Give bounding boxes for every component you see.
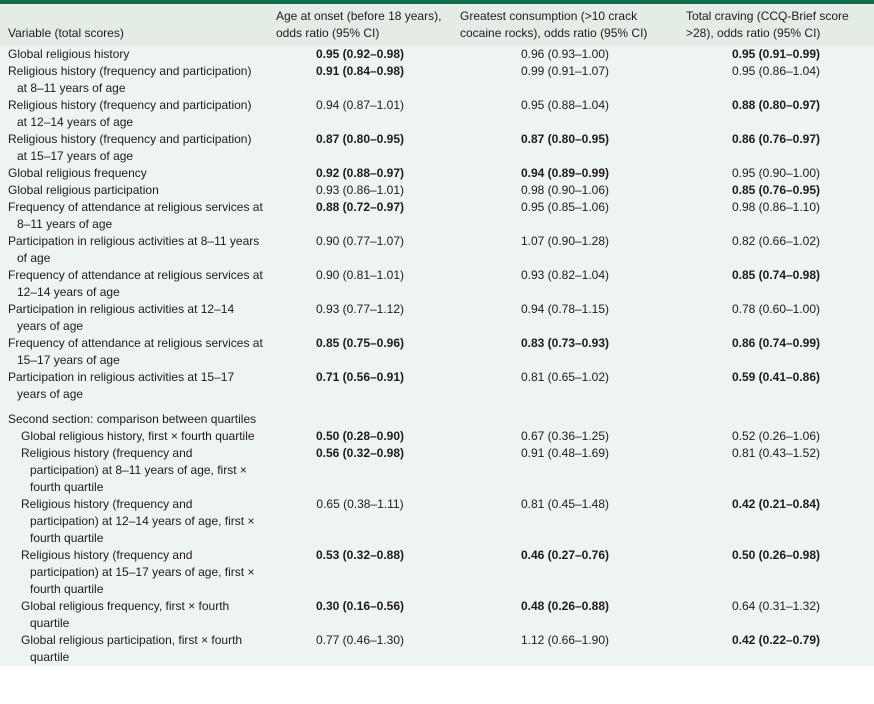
row-label: Global religious frequency, first × fourth quartile xyxy=(21,599,230,630)
total-craving-value: 0.85 (0.76–0.95) xyxy=(731,183,821,197)
row-label: Religious history (frequency and participation) at 8–11 years of age xyxy=(8,64,252,95)
total-craving-value: 0.86 (0.76–0.97) xyxy=(731,132,821,146)
row-label: Religious history (frequency and participation) at 12–14 years of age xyxy=(8,98,252,129)
age-at-onset-value: 0.87 (0.80–0.95) xyxy=(315,132,405,146)
table-row xyxy=(0,428,874,445)
row-label-cell xyxy=(0,496,268,547)
greatest-consumption-value-cell xyxy=(452,46,678,63)
age-at-onset-value: 0.65 (0.38–1.11) xyxy=(316,497,404,511)
row-label: Frequency of attendance at religious services at 8–11 years of age xyxy=(8,200,263,231)
greatest-consumption-value-cell xyxy=(452,598,678,632)
age-at-onset-value-cell xyxy=(268,267,452,301)
row-label: Participation in religious activities at 8–11 years of age xyxy=(8,234,260,265)
age-at-onset-value: 0.95 (0.92–0.98) xyxy=(315,47,405,61)
total-craving-value-cell xyxy=(678,598,874,632)
total-craving-value: 0.81 (0.43–1.52) xyxy=(731,446,821,460)
age-at-onset-value-cell xyxy=(268,199,452,233)
age-at-onset-value: 0.90 (0.81–1.01) xyxy=(315,268,405,282)
empty-cell xyxy=(678,403,874,428)
age-at-onset-value: 0.91 (0.84–0.98) xyxy=(315,64,405,78)
age-at-onset-value-cell xyxy=(268,182,452,199)
greatest-consumption-value-cell xyxy=(452,428,678,445)
greatest-consumption-value-cell xyxy=(452,369,678,403)
total-craving-value: 0.64 (0.31–1.32) xyxy=(731,599,821,613)
row-label-cell xyxy=(0,335,268,369)
greatest-consumption-value-cell xyxy=(452,182,678,199)
greatest-consumption-value-cell xyxy=(452,233,678,267)
total-craving-value-cell xyxy=(678,445,874,496)
age-at-onset-value-cell xyxy=(268,598,452,632)
age-at-onset-value: 0.93 (0.77–1.12) xyxy=(315,302,405,316)
age-at-onset-value-cell xyxy=(268,496,452,547)
total-craving-value-cell xyxy=(678,46,874,63)
row-label: Religious history (frequency and participation) at 8–11 years of age, first × fourth quartile xyxy=(21,446,247,494)
age-at-onset-value: 0.53 (0.32–0.88) xyxy=(315,548,405,562)
row-label: Global religious history xyxy=(8,47,130,61)
total-craving-value: 0.82 (0.66–1.02) xyxy=(731,234,821,248)
total-craving-value-cell xyxy=(678,428,874,445)
total-craving-value-cell xyxy=(678,496,874,547)
table-row xyxy=(0,63,874,97)
age-at-onset-value-cell xyxy=(268,445,452,496)
greatest-consumption-value-cell xyxy=(452,97,678,131)
empty-cell xyxy=(452,403,678,428)
greatest-consumption-value: 1.12 (0.66–1.90) xyxy=(520,633,610,647)
table-row xyxy=(0,369,874,403)
greatest-consumption-value-cell xyxy=(452,632,678,666)
age-at-onset-value-cell xyxy=(268,233,452,267)
total-craving-value: 0.98 (0.86–1.10) xyxy=(731,200,821,214)
age-at-onset-value-cell xyxy=(268,131,452,165)
total-craving-value-cell xyxy=(678,131,874,165)
table-header xyxy=(0,4,874,46)
total-craving-value-cell xyxy=(678,182,874,199)
row-label-cell xyxy=(0,97,268,131)
greatest-consumption-value: 0.98 (0.90–1.06) xyxy=(520,183,610,197)
row-label: Religious history (frequency and participation) at 15–17 years of age xyxy=(8,132,252,163)
row-label: Global religious participation xyxy=(8,183,159,197)
table-row xyxy=(0,496,874,547)
row-label: Frequency of attendance at religious services at 15–17 years of age xyxy=(8,336,263,367)
total-craving-value: 0.95 (0.91–0.99) xyxy=(731,47,821,61)
greatest-consumption-value: 0.94 (0.89–0.99) xyxy=(520,166,610,180)
total-craving-value-cell xyxy=(678,233,874,267)
table-row xyxy=(0,233,874,267)
table-row xyxy=(0,131,874,165)
age-at-onset-value: 0.94 (0.87–1.01) xyxy=(315,98,405,112)
greatest-consumption-value: 0.46 (0.27–0.76) xyxy=(520,548,610,562)
age-at-onset-value-cell xyxy=(268,165,452,182)
empty-cell xyxy=(268,403,452,428)
total-craving-value: 0.86 (0.74–0.99) xyxy=(731,336,821,350)
column-header-age-at-onset: Age at onset (before 18 years), odds ratio (95% CI) xyxy=(276,9,442,40)
age-at-onset-value-cell xyxy=(268,97,452,131)
greatest-consumption-value-cell xyxy=(452,131,678,165)
greatest-consumption-value-cell xyxy=(452,301,678,335)
row-label-cell xyxy=(0,46,268,63)
section-title-cell xyxy=(0,403,268,428)
total-craving-value-cell xyxy=(678,267,874,301)
row-label: Participation in religious activities at 12–14 years of age xyxy=(8,302,235,333)
row-label-cell xyxy=(0,369,268,403)
greatest-consumption-value-cell xyxy=(452,267,678,301)
age-at-onset-value-cell xyxy=(268,335,452,369)
table-row xyxy=(0,335,874,369)
greatest-consumption-value-cell xyxy=(452,199,678,233)
greatest-consumption-value: 0.81 (0.65–1.02) xyxy=(520,370,610,384)
table-row xyxy=(0,165,874,182)
table-row xyxy=(0,199,874,233)
greatest-consumption-value: 0.87 (0.80–0.95) xyxy=(520,132,610,146)
row-label: Religious history (frequency and participation) at 12–14 years of age, first × fourth quartile xyxy=(21,497,255,545)
greatest-consumption-value: 0.91 (0.48–1.69) xyxy=(520,446,610,460)
odds-ratio-table xyxy=(0,4,874,666)
table-row xyxy=(0,97,874,131)
total-craving-value-cell xyxy=(678,335,874,369)
age-at-onset-value: 0.50 (0.28–0.90) xyxy=(315,429,405,443)
row-label: Participation in religious activities at 15–17 years of age xyxy=(8,370,235,401)
row-label-cell xyxy=(0,182,268,199)
age-at-onset-value: 0.56 (0.32–0.98) xyxy=(315,446,405,460)
greatest-consumption-value: 0.83 (0.73–0.93) xyxy=(520,336,610,350)
age-at-onset-value-cell xyxy=(268,369,452,403)
section-title-row xyxy=(0,403,874,428)
section-title: Second section: comparison between quartiles xyxy=(8,412,257,426)
age-at-onset-value-cell xyxy=(268,63,452,97)
total-craving-value: 0.50 (0.26–0.98) xyxy=(731,548,821,562)
age-at-onset-value-cell xyxy=(268,428,452,445)
table-row xyxy=(0,598,874,632)
total-craving-value-cell xyxy=(678,165,874,182)
total-craving-value-cell xyxy=(678,369,874,403)
row-label: Religious history (frequency and participation) at 15–17 years of age, first × fourth quartile xyxy=(21,548,255,596)
age-at-onset-value-cell xyxy=(268,632,452,666)
row-label-cell xyxy=(0,63,268,97)
row-label: Global religious frequency xyxy=(8,166,147,180)
total-craving-value-cell xyxy=(678,97,874,131)
greatest-consumption-value: 0.93 (0.82–1.04) xyxy=(520,268,610,282)
table-row xyxy=(0,301,874,335)
age-at-onset-value: 0.85 (0.75–0.96) xyxy=(315,336,405,350)
age-at-onset-value: 0.92 (0.88–0.97) xyxy=(315,166,405,180)
greatest-consumption-value-cell xyxy=(452,496,678,547)
greatest-consumption-value-cell xyxy=(452,445,678,496)
total-craving-value: 0.85 (0.74–0.98) xyxy=(731,268,821,282)
total-craving-value-cell xyxy=(678,547,874,598)
column-header-variable: Variable (total scores) xyxy=(8,26,124,40)
age-at-onset-value: 0.30 (0.16–0.56) xyxy=(315,599,405,613)
row-label-cell xyxy=(0,547,268,598)
greatest-consumption-value: 0.81 (0.45–1.48) xyxy=(520,497,610,511)
greatest-consumption-value: 0.67 (0.36–1.25) xyxy=(520,429,610,443)
row-label-cell xyxy=(0,445,268,496)
greatest-consumption-value: 0.96 (0.93–1.00) xyxy=(520,47,610,61)
total-craving-value: 0.42 (0.22–0.79) xyxy=(731,633,821,647)
table-row xyxy=(0,445,874,496)
total-craving-value: 0.88 (0.80–0.97) xyxy=(731,98,821,112)
greatest-consumption-value-cell xyxy=(452,335,678,369)
total-craving-value: 0.95 (0.86–1.04) xyxy=(731,64,821,78)
row-label-cell xyxy=(0,632,268,666)
row-label-cell xyxy=(0,165,268,182)
age-at-onset-value: 0.93 (0.86–1.01) xyxy=(315,183,405,197)
greatest-consumption-value-cell xyxy=(452,547,678,598)
total-craving-value: 0.95 (0.90–1.00) xyxy=(731,166,821,180)
row-label-cell xyxy=(0,428,268,445)
greatest-consumption-value: 0.99 (0.91–1.07) xyxy=(520,64,610,78)
row-label: Global religious history, first × fourth quartile xyxy=(21,429,255,443)
table-row xyxy=(0,632,874,666)
row-label-cell xyxy=(0,301,268,335)
age-at-onset-value: 0.90 (0.77–1.07) xyxy=(315,234,405,248)
age-at-onset-value: 0.71 (0.56–0.91) xyxy=(315,370,405,384)
row-label-cell xyxy=(0,199,268,233)
greatest-consumption-value: 0.95 (0.88–1.04) xyxy=(520,98,610,112)
table-row xyxy=(0,547,874,598)
column-header-total-craving: Total craving (CCQ-Brief score >28), odds ratio (95% CI) xyxy=(686,9,849,40)
greatest-consumption-value: 0.48 (0.26–0.88) xyxy=(520,599,610,613)
age-at-onset-value-cell xyxy=(268,301,452,335)
total-craving-value: 0.59 (0.41–0.86) xyxy=(731,370,821,384)
total-craving-value: 0.52 (0.26–1.06) xyxy=(731,429,821,443)
greatest-consumption-value: 0.94 (0.78–1.15) xyxy=(520,302,610,316)
total-craving-value-cell xyxy=(678,301,874,335)
table-row xyxy=(0,267,874,301)
row-label-cell xyxy=(0,233,268,267)
table-row xyxy=(0,182,874,199)
greatest-consumption-value-cell xyxy=(452,165,678,182)
total-craving-value: 0.42 (0.21–0.84) xyxy=(731,497,821,511)
greatest-consumption-value: 0.95 (0.85–1.06) xyxy=(520,200,610,214)
total-craving-value-cell xyxy=(678,632,874,666)
age-at-onset-value: 0.77 (0.46–1.30) xyxy=(315,633,405,647)
column-header-greatest-consumption: Greatest consumption (>10 crack cocaine rocks), odds ratio (95% CI) xyxy=(460,9,648,40)
table-body xyxy=(0,46,874,666)
table-row xyxy=(0,46,874,63)
total-craving-value-cell xyxy=(678,63,874,97)
total-craving-value: 0.78 (0.60–1.00) xyxy=(731,302,821,316)
row-label: Frequency of attendance at religious services at 12–14 years of age xyxy=(8,268,263,299)
row-label-cell xyxy=(0,131,268,165)
age-at-onset-value-cell xyxy=(268,46,452,63)
age-at-onset-value: 0.88 (0.72–0.97) xyxy=(315,200,405,214)
row-label-cell xyxy=(0,267,268,301)
total-craving-value-cell xyxy=(678,199,874,233)
age-at-onset-value-cell xyxy=(268,547,452,598)
greatest-consumption-value-cell xyxy=(452,63,678,97)
row-label: Global religious participation, first × fourth quartile xyxy=(21,633,243,664)
row-label-cell xyxy=(0,598,268,632)
greatest-consumption-value: 1.07 (0.90–1.28) xyxy=(520,234,610,248)
